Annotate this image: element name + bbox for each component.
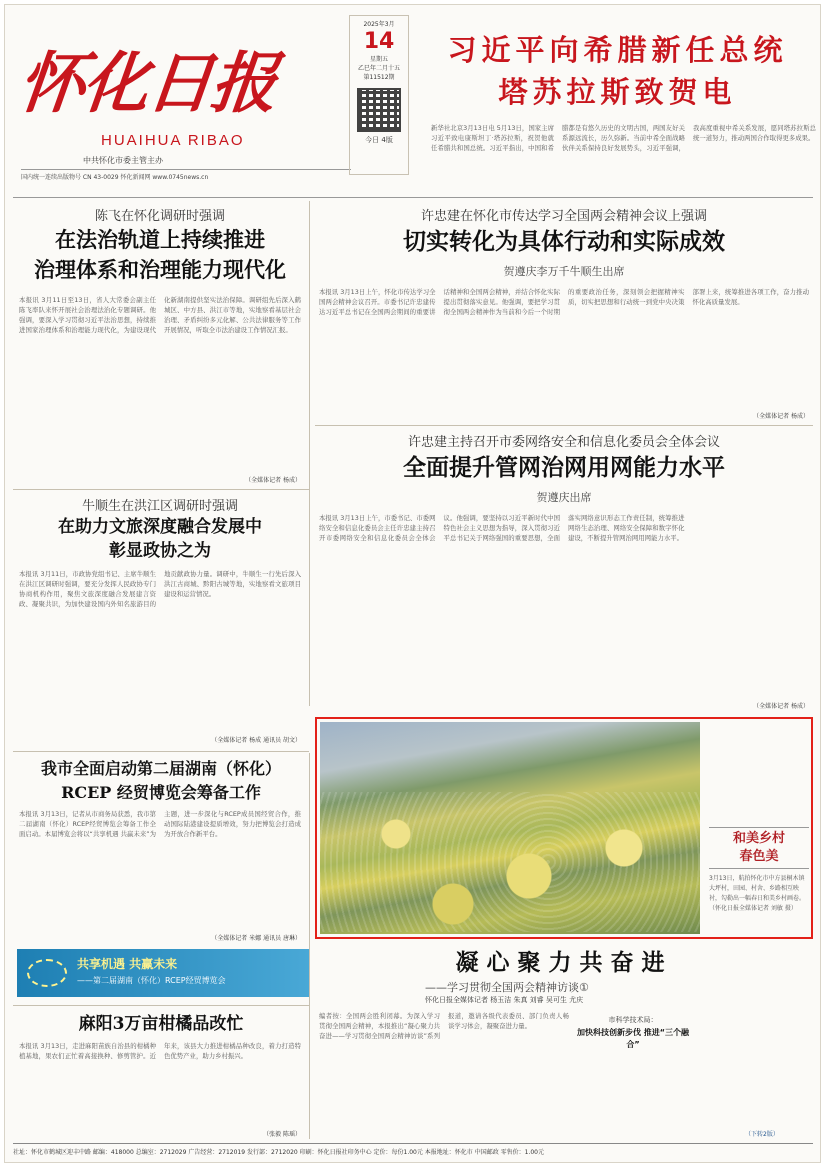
story-left4-sign: （张毅 陈瑶） xyxy=(263,1131,301,1138)
date-month: 2025年3月 xyxy=(363,21,395,28)
story-left2-body: 本报讯 3月11日，市政协党组书记、主席牛顺生在洪江区调研时强调，要充分发挥人民政协专门协商机构作用，聚焦文旅深度融合发展建言资政、凝聚共识，为加快建设国内外知名旅游目的地贡献政协力量。调研中，牛顺生一行先后深入洪江古商城、黔阳古城等地，实地察看文旅项目建设和运营情况。 xyxy=(19,570,301,608)
series-box-title: 加快科技创新步伐 推进“三个融合” xyxy=(576,1028,690,1049)
photo-title-line1: 和美乡村 xyxy=(732,831,785,846)
photo-title-line2: 春色美 xyxy=(739,849,779,864)
lead-headline-line2: 塔苏拉斯致贺电 xyxy=(498,75,737,109)
series-more[interactable]: （下转2版） xyxy=(745,1131,779,1138)
story-left1-title-line2: 治理体系和治理能力现代化 xyxy=(34,257,286,282)
masthead-logo[interactable]: 怀化日报 xyxy=(14,44,280,122)
aerial-village-photo[interactable] xyxy=(320,722,700,934)
story-left1-body: 本报讯 3月11日至13日，省人大常委会副主任陈飞率队来怀开展社会治理法治化专题调研。他强调，要深入学习贯彻习近平法治思想，持续推进国家治理体系和治理能力现代化，为建设现代化新湖南提供坚实法治保障。调研组先后深入鹤城区、中方县、洪江市等地，实地察看基层社会治理、矛盾纠纷多元化解、公共法律服务等工作开展情况，听取全市法治建设工作情况汇报。 xyxy=(19,296,301,334)
date-weekday: 星期五 xyxy=(369,56,388,64)
story-left2-title-line1: 在助力文旅深度融合发展中 xyxy=(58,517,262,537)
lead-headline[interactable] xyxy=(420,29,815,113)
masthead-divider xyxy=(13,197,813,198)
left-divider-3 xyxy=(13,1005,309,1006)
story-left2-sign: （全媒体记者 杨成 通讯员 胡文） xyxy=(211,737,301,744)
banner-subline: ——第二届湖南（怀化）RCEP经贸博览会 xyxy=(77,976,226,985)
qr-code-icon[interactable] xyxy=(357,88,401,132)
section-divider xyxy=(315,425,813,426)
series-body: 编者按：全国两会胜利闭幕。为深入学习贯彻全国两会精神，本报推出“凝心聚力共奋进——学习贯彻全国两会精神访谈”系列报道，邀请各级代表委员、部门负责人畅谈学习体会，凝聚奋进力量。 xyxy=(319,1012,569,1040)
date-day: 14 xyxy=(363,29,395,54)
story-center2-sign: （全媒体记者 杨成） xyxy=(753,703,809,710)
series-box-kicker: 市科学技术局： xyxy=(608,1016,658,1024)
masthead-publisher: 中共怀化市委主管主办 xyxy=(83,156,163,165)
story-center1-sign: （全媒体记者 杨成） xyxy=(753,413,809,420)
story-left3-title-line1: 我市全面启动第二届湖南（怀化） xyxy=(40,759,281,778)
lead-body: 新华社北京3月13日电 5月13日，国家主席习近平致电康斯坦丁·塔苏拉斯，祝贺他就任希腊共和国总统。习近平指出，中国和希腊都是有悠久历史的文明古国，两国友好关系源远流长，历久弥新。当前中希全面战略伙伴关系保持良好发展势头，习近平强调，我高度重视中希关系发展，愿同塔苏拉斯总统一道努力，推动两国合作取得更多成果。 xyxy=(431,124,816,152)
rcep-expo-banner[interactable] xyxy=(17,949,309,997)
photo-caption: 3月13日，航拍怀化市中方县桐木镇大坪村，田园、村舍、乡路相互映衬，勾勒出一幅春日和美乡村画卷。（怀化日报全媒体记者 刘敏 摄） xyxy=(709,875,806,912)
banner-slogan: 共享机遇 共赢未来 xyxy=(77,957,178,971)
story-left1-title[interactable] xyxy=(15,225,305,285)
edition-count: 今日 4版 xyxy=(365,136,393,145)
masthead-pinyin: HUAIHUA RIBAO xyxy=(101,132,245,149)
page-footer: 社址：怀化市鹤城区迎丰中路 邮编：418000 总编室：2712029 广告经营：2712019 发行部：2712020 印刷：怀化日报社印务中心 定价：每份1.00元 本报地址：怀化市 中国邮政 零售价：1.00元 xyxy=(13,1143,813,1156)
story-left1-kicker: 陈飞在怀化调研时强调 xyxy=(94,209,225,224)
series-title[interactable]: 凝心聚力共奋进 xyxy=(455,949,673,976)
story-center2-title[interactable]: 全面提升管网治网用网能力水平 xyxy=(403,454,725,481)
series-subtitle: ——学习贯彻全国两会精神访谈① xyxy=(425,981,589,994)
newspaper-page xyxy=(4,4,821,1163)
story-center1-title[interactable]: 切实转化为具体行动和实际成效 xyxy=(403,228,725,255)
story-left3-body: 本报讯 3月13日，记者从市商务局获悉，我市第二届湖南（怀化）RCEP经贸博览会筹备工作全面启动。本届博览会将以“共享机遇 共赢未来”为主题，进一步深化与RCEP成员国经贸合作，推动国际陆港建设提质增效，努力把博览会打造成为开放合作新平台。 xyxy=(19,810,301,838)
lead-headline-line1: 习近平向希腊新任总统 xyxy=(447,33,788,67)
story-center2-body: 本报讯 3月13日上午，市委书记、市委网络安全和信息化委员会主任许忠建主持召开市委网络安全和信息化委员会全体会议。他强调，要坚持以习近平新时代中国特色社会主义思想为指导，深入贯彻习近平总书记关于网络强国的重要思想，全面落实网络意识形态工作责任制，统筹推进网络生态治理、网络安全保障和数字怀化建设，不断提升管网治网用网能力水平。 xyxy=(319,514,685,542)
column-divider-2 xyxy=(309,753,310,1139)
story-left2-kicker: 牛顺生在洪江区调研时强调 xyxy=(81,499,238,514)
series-inset xyxy=(573,1015,693,1051)
photo-title xyxy=(709,827,809,869)
story-center1-body: 本报讯 3月13日上午，怀化市传达学习全国两会精神会议召开。市委书记许忠建传达习近平总书记在全国两会期间的重要讲话精神和全国两会精神，并结合怀化实际提出贯彻落实意见。他强调，要把学习贯彻全国两会精神作为当前和今后一个时期的重要政治任务，深刻领会把握精神实质，切实把思想和行动统一到党中央决策部署上来，统筹推进各项工作，奋力推动怀化高质量发展。 xyxy=(319,288,809,316)
story-center2-subtitle: 贺遵庆出席 xyxy=(536,491,592,504)
story-center1-kicker: 许忠建在怀化市传达学习全国两会精神会议上强调 xyxy=(420,209,707,224)
masthead-publication-line: 国内统一连续出版物号 CN 43-0029 怀化新闻网 www.0745news.cn xyxy=(21,169,351,181)
story-center2-kicker: 许忠建主持召开市委网络安全和信息化委员会全体会议 xyxy=(407,435,720,450)
story-left3-title-line2: RCEP 经贸博览会筹备工作 xyxy=(61,783,261,802)
date-box xyxy=(349,15,409,175)
story-left3-sign: （全媒体记者 米娜 通讯员 唐琳） xyxy=(211,935,301,942)
series-byline: 怀化日报全媒体记者 杨玉洁 朱真 刘睿 吴可生 尤庆 xyxy=(425,996,584,1004)
story-left2-title[interactable] xyxy=(15,515,305,563)
left-divider-2 xyxy=(13,751,309,752)
date-lunar: 乙巳年二月十五 xyxy=(357,65,400,73)
story-left4-title[interactable]: 麻阳3万亩柑橘品改忙 xyxy=(78,1014,244,1034)
story-center1-subtitle: 贺遵庆李万千牛顺生出席 xyxy=(503,265,625,278)
issue-number: 第11512期 xyxy=(363,74,395,82)
expo-logo-icon xyxy=(27,959,67,987)
story-left4-body: 本报讯 3月13日，走进麻阳苗族自治县的柑橘种植基地，果农们正忙着高接换种、修剪管护。近年来，该县大力推进柑橘品种改良，着力打造特色优势产业，助力乡村振兴。 xyxy=(19,1042,301,1060)
story-left1-title-line1: 在法治轨道上持续推进 xyxy=(55,227,265,252)
story-left3-title[interactable] xyxy=(15,757,307,805)
story-left1-sign: （全媒体记者 杨成） xyxy=(245,477,301,484)
left-divider xyxy=(13,489,309,490)
column-divider xyxy=(309,201,310,706)
feature-photo-frame[interactable] xyxy=(315,717,813,939)
story-left2-title-line2: 彰显政协之为 xyxy=(109,541,211,561)
